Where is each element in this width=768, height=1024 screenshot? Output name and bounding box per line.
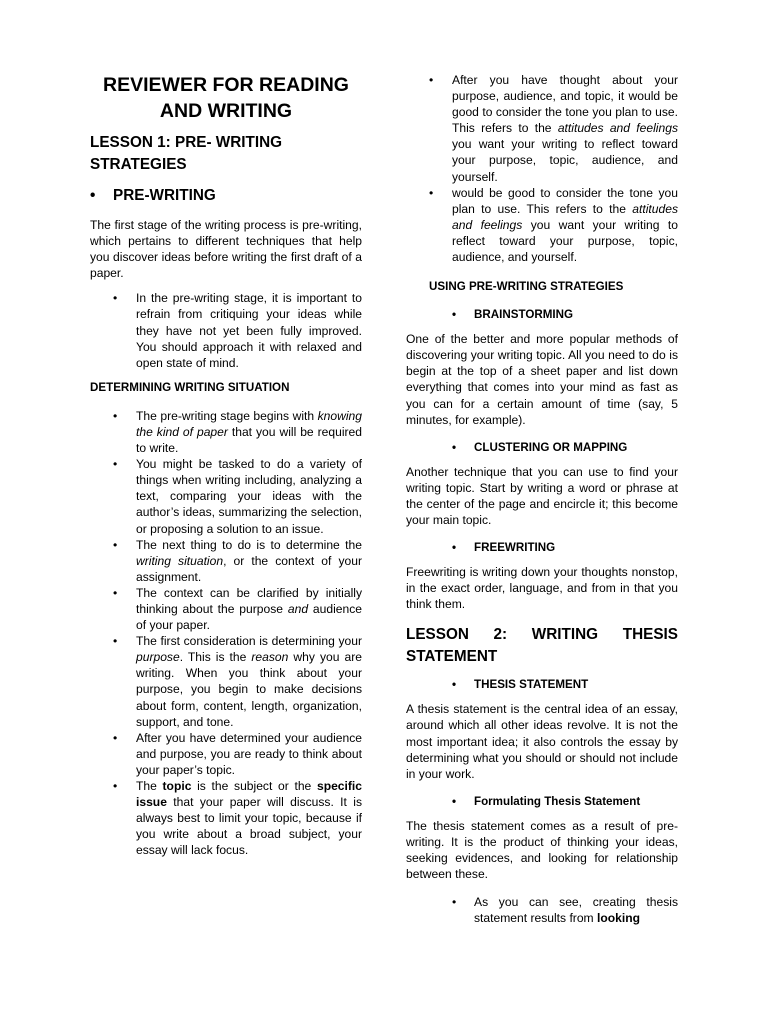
list-item: • The topic is the subject or the specific issue that your paper will discuss. It is always best to limit your topic, because if you write about a broad subject, your essay will lack focus. bbox=[90, 778, 362, 858]
thesis-statement-text: A thesis statement is the central idea of an essay, around which all other ideas revolve. It is not the most important idea; it also controls the essay by determining what you should or should not include in your work. bbox=[406, 702, 678, 781]
formulating-thesis-text: The thesis statement comes as a result of pre-writing. It is the product of thinking your ideas, seeking evidences, and looking for relationship between these. bbox=[406, 818, 678, 882]
document-title: REVIEWER FOR READING AND WRITING bbox=[103, 74, 349, 122]
pre-writing-intro: The first stage of the writing process is pre-writing, which pertains to different techniques that help you discover ideas before writing the first draft of a paper. bbox=[90, 218, 362, 281]
lesson-1-heading: LESSON 1: PRE- WRITING STRATEGIES bbox=[90, 134, 283, 173]
clustering-text: Another technique that you can use to find your writing topic. Start by writing a word or phrase at the center of the page and encircle it; this become your main topic. bbox=[406, 464, 678, 527]
left-column bbox=[90, 72, 362, 867]
writing-situation-list bbox=[90, 408, 362, 859]
pre-writing-heading: • PRE-WRITING bbox=[90, 185, 362, 207]
thesis-list bbox=[406, 894, 678, 926]
pre-writing-list bbox=[90, 290, 362, 370]
brainstorming-text: One of the better and more popular methods of discovering your writing topic. All you need to do is begin at the top of a sheet paper and list down everything that comes into your mind as fast as you can for a certain amount of time (say, 5 minutes, for example). bbox=[406, 332, 678, 427]
list-item: • As you can see, creating thesis statement results from looking bbox=[406, 894, 678, 926]
list-item: • You might be tasked to do a variety of things when writing including, analyzing a text, comparing your ideas with the author’s ideas, summarizing the selection, or proposing a solution to an issue. bbox=[90, 456, 362, 536]
right-column bbox=[406, 72, 678, 935]
freewriting-text: Freewriting is writing down your thoughts nonstop, in the exact order, language, and from in that you think them. bbox=[406, 565, 678, 612]
tone-list bbox=[406, 72, 678, 265]
list-item: • After you have thought about your purpose, audience, and topic, it would be good to consider the tone you plan to use. This refers to the attitudes and feelings you want your writing to reflect toward your purpose, topic, audience, and yourself. bbox=[406, 72, 678, 185]
list-item: • The first consideration is determining your purpose. This is the reason why you are writing. When you think about your purpose, you begin to make decisions about form, content, length, organization, support, and tone. bbox=[90, 633, 362, 730]
list-item: • After you have determined your audience and purpose, you are ready to think about your paper’s topic. bbox=[90, 730, 362, 778]
list-item: • In the pre-writing stage, it is important to refrain from critiquing your ideas while they have not yet been fully improved. You should approach it with relaxed and open state of mind. bbox=[90, 290, 362, 370]
list-item: • The next thing to do is to determine the writing situation, or the context of your assignment. bbox=[90, 537, 362, 585]
list-item: • The pre-writing stage begins with knowing the kind of paper that you will be required to write. bbox=[90, 408, 362, 456]
formulating-thesis-heading: • Formulating Thesis Statement bbox=[406, 794, 678, 810]
clustering-heading: • CLUSTERING OR MAPPING bbox=[406, 440, 678, 456]
writing-situation-heading: DETERMINING WRITING SITUATION bbox=[90, 380, 290, 394]
list-item: • would be good to consider the tone you plan to use. This refers to the attitudes and feelings you want your writing to reflect toward your purpose, topic, audience, and yourself. bbox=[406, 185, 678, 265]
thesis-statement-heading: • THESIS STATEMENT bbox=[406, 677, 678, 693]
using-strategies-heading: USING PRE-WRITING STRATEGIES bbox=[429, 280, 624, 294]
brainstorming-heading: • BRAINSTORMING bbox=[406, 307, 678, 323]
freewriting-heading: • FREEWRITING bbox=[406, 540, 678, 556]
list-item: • The context can be clarified by initially thinking about the purpose and audience of your paper. bbox=[90, 585, 362, 633]
lesson-2-heading: LESSON 2: WRITING THESIS STATEMENT bbox=[406, 626, 678, 665]
